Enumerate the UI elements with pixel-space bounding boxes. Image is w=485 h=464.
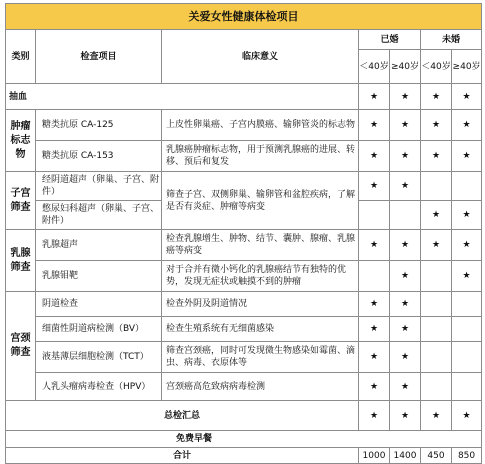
total-value: 1000 xyxy=(359,448,390,464)
star-cell: ★ xyxy=(452,84,482,110)
star-cell xyxy=(452,373,482,401)
star-cell xyxy=(359,201,390,230)
item-name: 憋尿妇科超声（卵巢、子宫、附件） xyxy=(36,201,162,230)
item-name: 经阴道超声（卵巢、子宫、附件） xyxy=(36,172,162,201)
star-cell: ★ xyxy=(359,172,390,201)
star-cell: ★ xyxy=(421,110,452,141)
star-cell: ★ xyxy=(390,317,421,342)
row-blood-label: 抽血 xyxy=(6,84,359,110)
star-cell: ★ xyxy=(452,230,482,261)
star-cell: ★ xyxy=(452,141,482,172)
item-name: 糖类抗原 CA-153 xyxy=(36,141,162,172)
star-cell: ★ xyxy=(390,172,421,201)
item-meaning: 上皮性卵巢癌、子宫内膜癌、输卵管炎的标志物 xyxy=(162,110,359,141)
star-cell: ★ xyxy=(359,401,390,431)
item-name: 细菌性阴道病检测（BV） xyxy=(36,317,162,342)
header-unmarried-lt40: ＜40岁 xyxy=(421,50,452,84)
category-uterus: 子宫筛查 xyxy=(6,172,36,230)
star-cell: ★ xyxy=(390,342,421,373)
star-cell: ★ xyxy=(390,110,421,141)
total-value: 850 xyxy=(452,448,482,464)
row-breakfast: 免费早餐 xyxy=(6,431,482,448)
star-cell: ★ xyxy=(421,230,452,261)
header-meaning: 临床意义 xyxy=(162,30,359,84)
star-cell: ★ xyxy=(390,230,421,261)
item-name: 人乳头瘤病毒检查（HPV） xyxy=(36,373,162,401)
item-meaning: 检查生殖系统有无细菌感染 xyxy=(162,317,359,342)
star-cell xyxy=(421,342,452,373)
star-cell: ★ xyxy=(421,141,452,172)
item-name: 糖类抗原 CA-125 xyxy=(36,110,162,141)
row-total-label: 合计 xyxy=(6,448,359,464)
star-cell xyxy=(452,292,482,317)
star-cell: ★ xyxy=(452,201,482,230)
star-cell: ★ xyxy=(359,373,390,401)
star-cell: ★ xyxy=(390,84,421,110)
star-cell: ★ xyxy=(452,401,482,431)
header-unmarried: 未婚 xyxy=(421,30,482,50)
category-breast: 乳腺筛查 xyxy=(6,230,36,292)
star-cell: ★ xyxy=(421,84,452,110)
item-meaning: 筛查宫颈癌，同时可发现微生物感染如霉菌、滴虫、病毒、衣原体等 xyxy=(162,342,359,373)
item-meaning: 检查外阴及阴道情况 xyxy=(162,292,359,317)
total-value: 1400 xyxy=(390,448,421,464)
star-cell: ★ xyxy=(390,141,421,172)
star-cell: ★ xyxy=(359,292,390,317)
table-title: 关爱女性健康体检项目 xyxy=(6,4,482,30)
star-cell: ★ xyxy=(390,401,421,431)
item-name: 阴道检查 xyxy=(36,292,162,317)
star-cell xyxy=(421,172,452,201)
star-cell xyxy=(452,342,482,373)
star-cell: ★ xyxy=(359,141,390,172)
star-cell: ★ xyxy=(359,230,390,261)
item-meaning: 对于合并有微小钙化的乳腺癌结节有独特的优势，发现无症状或触摸不到的肿瘤 xyxy=(162,261,359,292)
item-meaning: 检查乳腺增生、肿物、结节、囊肿、腺瘤、乳腺癌等病变 xyxy=(162,230,359,261)
header-married-ge40: ≥40岁 xyxy=(390,50,421,84)
star-cell: ★ xyxy=(390,292,421,317)
item-name: 液基薄层细胞检测（TCT） xyxy=(36,342,162,373)
star-cell xyxy=(421,373,452,401)
star-cell: ★ xyxy=(359,84,390,110)
star-cell xyxy=(421,261,452,292)
star-cell: ★ xyxy=(452,261,482,292)
star-cell: ★ xyxy=(452,110,482,141)
star-cell xyxy=(359,261,390,292)
category-cervix: 宫颈筛查 xyxy=(6,292,36,401)
item-name: 乳腺超声 xyxy=(36,230,162,261)
header-category: 类别 xyxy=(6,30,36,84)
header-item: 检查项目 xyxy=(36,30,162,84)
star-cell: ★ xyxy=(359,317,390,342)
item-meaning: 宫颈癌高危致病病毒检测 xyxy=(162,373,359,401)
item-meaning: 筛查子宫、双侧卵巢、输卵管和盆腔疾病，了解是否有炎症、肿瘤等病变 xyxy=(162,172,359,230)
total-value: 450 xyxy=(421,448,452,464)
category-tumor: 肿瘤标志物 xyxy=(6,110,36,172)
row-summary-label: 总检汇总 xyxy=(6,401,359,431)
header-unmarried-ge40: ≥40岁 xyxy=(452,50,482,84)
star-cell xyxy=(421,292,452,317)
star-cell: ★ xyxy=(421,201,452,230)
star-cell: ★ xyxy=(421,401,452,431)
item-meaning: 乳腺癌肿瘤标志物，用于预测乳腺癌的进展、转移、预后和复发 xyxy=(162,141,359,172)
star-cell: ★ xyxy=(390,261,421,292)
star-cell xyxy=(421,317,452,342)
star-cell xyxy=(390,201,421,230)
star-cell xyxy=(452,172,482,201)
star-cell xyxy=(452,317,482,342)
item-name: 乳腺钼靶 xyxy=(36,261,162,292)
header-married-lt40: ＜40岁 xyxy=(359,50,390,84)
star-cell: ★ xyxy=(359,342,390,373)
header-married: 已婚 xyxy=(359,30,421,50)
star-cell: ★ xyxy=(390,373,421,401)
star-cell: ★ xyxy=(359,110,390,141)
checkup-table xyxy=(5,3,482,464)
